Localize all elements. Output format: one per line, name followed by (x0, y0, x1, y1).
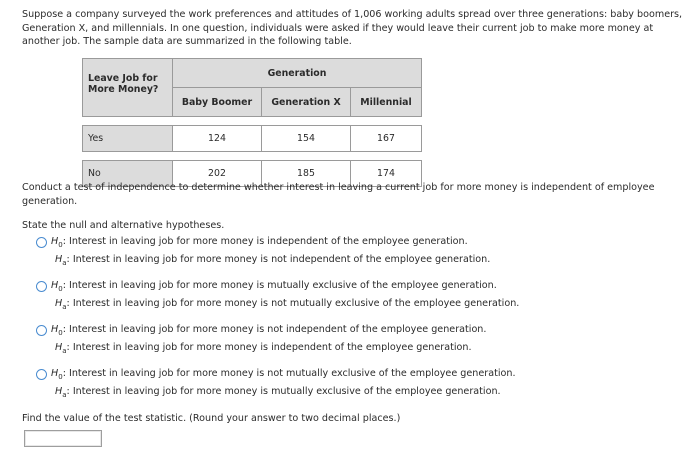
null-hypothesis: $H_0$: Interest in leaving job for more money is independent of the employee generation. (51, 236, 468, 249)
answer-input[interactable] (24, 430, 102, 447)
null-hypothesis: $H_0$: Interest in leaving job for more money is mutually exclusive of the employee generation. (51, 280, 497, 293)
table-cell: 124 (173, 126, 262, 152)
row-label-no: No (83, 161, 173, 187)
alternative-hypothesis: $H_a$: Interest in leaving job for more money is mutually exclusive of the employee generation. (55, 386, 501, 399)
col-generation-x: Generation X (262, 88, 351, 117)
radio-button[interactable] (36, 369, 47, 380)
radio-button[interactable] (36, 325, 47, 336)
null-hypothesis: $H_0$: Interest in leaving job for more money is not mutually exclusive of the employee generation. (51, 368, 516, 381)
survey-table (82, 58, 422, 187)
generation-header: Generation (173, 59, 422, 88)
alternative-hypothesis: $H_a$: Interest in leaving job for more money is not independent of the employee generation. (55, 254, 491, 267)
row-label-yes: Yes (83, 126, 173, 152)
table-cell: 174 (351, 161, 422, 187)
problem-intro: Suppose a company surveyed the work preferences and attitudes of 1,006 working adults spread over three generations: baby boomers, Generation X, and millennials. In one question, individuals were asked if they would leave their current job to make more money at another job. The sample data are summarized in the following table. (22, 9, 683, 47)
find-prompt: Find the value of the test statistic. (Round your answer to two decimal places.) (22, 413, 401, 424)
table-row (83, 126, 422, 152)
alternative-hypothesis: $H_a$: Interest in leaving job for more money is independent of the employee generation. (55, 342, 472, 355)
alternative-hypothesis: $H_a$: Interest in leaving job for more money is not mutually exclusive of the employee generation. (55, 298, 520, 311)
row-header: Leave Job for More Money? (83, 59, 173, 117)
test-question: Conduct a test of independence to determine whether interest in leaving a current job for more money is independent of employee generation. (22, 182, 655, 207)
radio-button[interactable] (36, 281, 47, 292)
state-prompt: State the null and alternative hypotheses. (22, 220, 225, 231)
table-cell: 185 (262, 161, 351, 187)
table-cell: 202 (173, 161, 262, 187)
table-cell: 167 (351, 126, 422, 152)
radio-button[interactable] (36, 237, 47, 248)
col-millennial: Millennial (351, 88, 422, 117)
table-cell: 154 (262, 126, 351, 152)
null-hypothesis: $H_0$: Interest in leaving job for more money is not independent of the employee generation. (51, 324, 487, 337)
col-baby-boomer: Baby Boomer (173, 88, 262, 117)
